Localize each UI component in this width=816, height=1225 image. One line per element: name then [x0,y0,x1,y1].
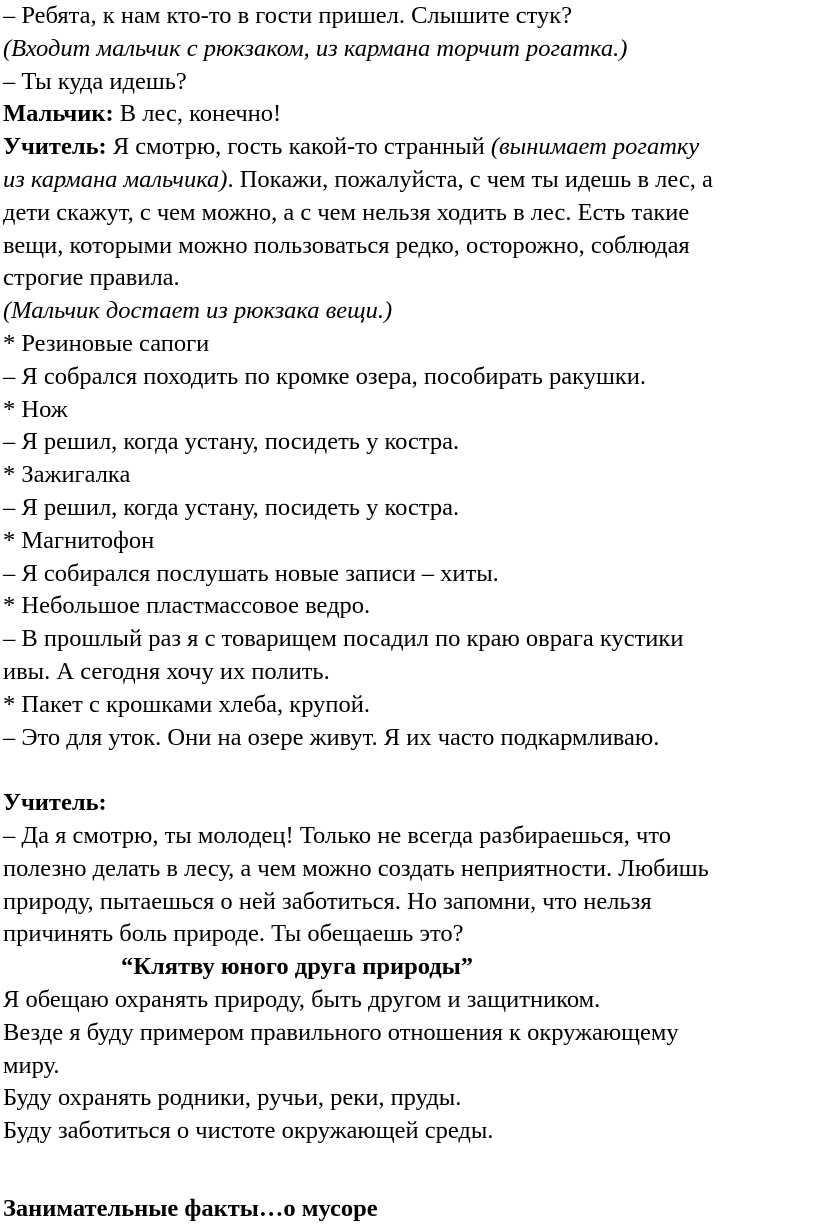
item-reply: – Я решил, когда устану, посидеть у костра. [3,493,460,521]
spacer [3,1148,813,1181]
boy-reply [3,98,813,131]
list-item: * Зажигалка [3,461,131,489]
item-reply: – В прошлый раз я с товарищем посадил по краю оврага кустики [3,625,684,653]
oath-line: Буду охранять родники, ручьи, реки, пруды. [3,1084,462,1112]
teacher-stage-b: из кармана мальчика) [3,165,228,193]
item-reply: – Это для уток. Они на озере живут. Я их часто подкармливаю. [3,723,660,751]
oath-line: Я обещаю охранять природу, быть другом и защитником. [3,985,601,1013]
list-item: * Резиновые сапоги [3,329,210,357]
boy-label: Мальчик: [3,100,114,128]
oath-line: Везде я буду примером правильного отношения к окружающему [3,1018,679,1046]
item-reply: – Я собрался походить по кромке озера, пособирать ракушки. [3,362,646,390]
spacer [3,754,813,787]
item-reply: – Я собирался послушать новые записи – хиты. [3,559,499,587]
stage-direction-2: (Мальчик достает из рюкзака вещи.) [3,297,393,325]
item-reply: – Я решил, когда устану, посидеть у костра. [3,428,460,456]
intro-line-1: – Ребята, к нам кто-то в гости пришел. Слышите стук? [3,2,573,29]
document-page [3,0,813,1225]
teacher-text-b: . Покажи, пожалуйста, с чем ты идешь в лес, а [227,165,713,193]
list-item: * Небольшое пластмассовое ведро. [3,592,371,620]
teacher-label: Учитель: [3,133,107,161]
teacher-text-a: Я смотрю, гость какой-то странный [106,133,491,161]
oath-line: миру. [3,1051,60,1079]
list-item: * Магнитофон [3,526,155,554]
teacher2-line: природу, пытаешься о ней заботиться. Но запомни, что нельзя [3,887,652,915]
list-item: * Пакет с крошками хлеба, крупой. [3,690,370,718]
intro-line-2: – Ты куда идешь? [3,67,187,95]
teacher2-label: Учитель: [3,789,107,817]
items-list [3,328,813,754]
teacher-stage-a: (вынимает рогатку [490,133,700,161]
teacher2-line: – Да я смотрю, ты молодец! Только не всегда разбираешься, что [3,821,671,849]
facts-heading: Занимательные факты…о мусоре [3,1194,378,1222]
teacher-line-4: вещи, которыми можно пользоваться редко, осторожно, соблюдая [3,231,690,259]
stage-direction-1: (Входит мальчик с рюкзаком, из кармана торчит рогатка.) [3,34,628,62]
teacher-line-2 [3,164,813,197]
oath-title: “Клятву юного друга природы” [121,953,474,981]
list-item: * Нож [3,395,68,423]
item-reply-continued: ивы. А сегодня хочу их полить. [3,657,330,685]
teacher-line-1 [3,131,813,164]
teacher2-line: полезно делать в лесу, а чем можно создать неприятности. Любишь [3,854,709,882]
teacher-line-3: дети скажут, с чем можно, а с чем нельзя ходить в лес. Есть такие [3,198,690,226]
teacher2-line: причинять боль природе. Ты обещаешь это? [3,920,464,948]
teacher-line-5: строгие правила. [3,264,180,292]
boy-text: В лес, конечно! [113,100,282,128]
oath-line: Буду заботиться о чистоте окружающей среды. [3,1117,494,1145]
